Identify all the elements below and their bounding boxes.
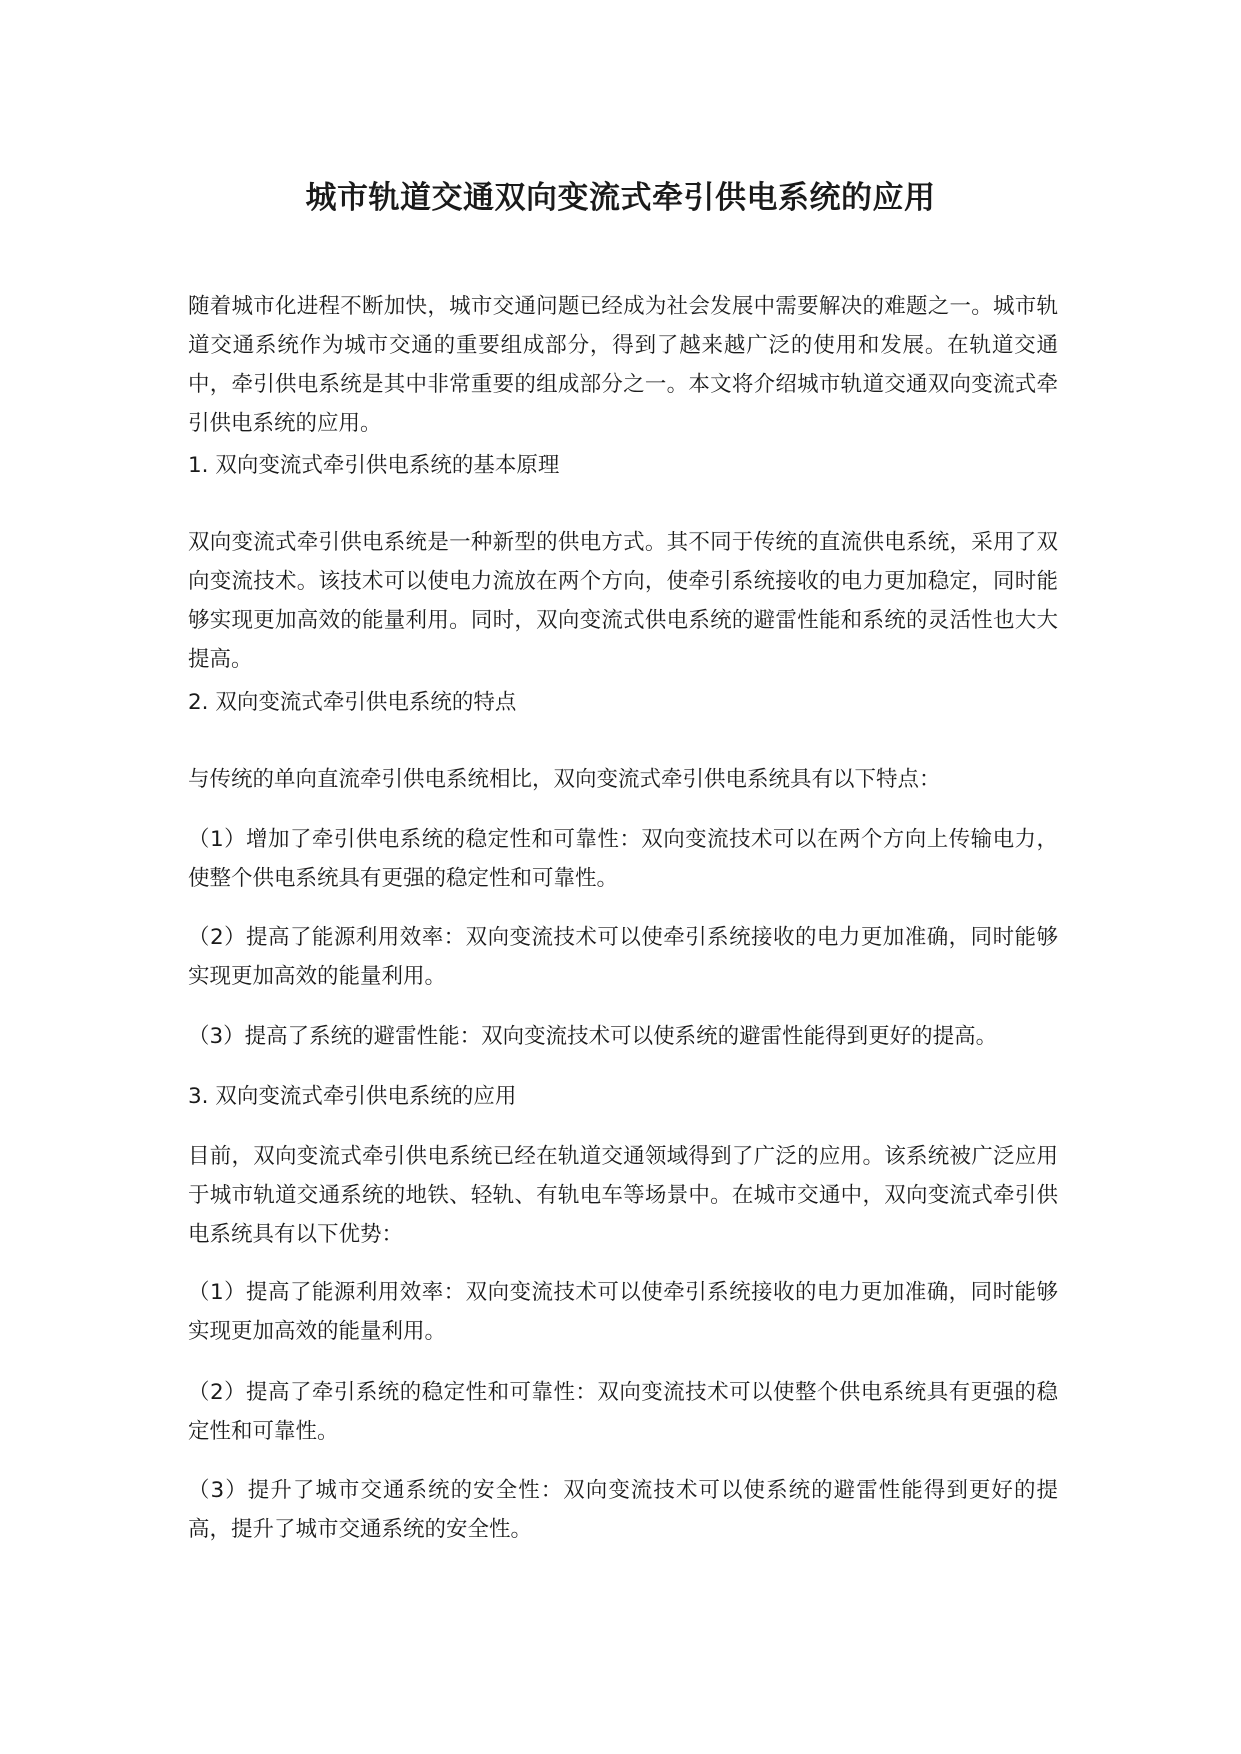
document-title: 城市轨道交通双向变流式牵引供电系统的应用 bbox=[305, 180, 936, 216]
section-heading-2: 2. 双向变流式牵引供电系统的特点 bbox=[188, 690, 517, 715]
section-2-item-3: （3）提高了系统的避雷性能：双向变流技术可以使系统的避雷性能得到更好的提高。 bbox=[188, 1024, 998, 1049]
section-2-item-2: （2）提高了能源利用效率：双向变流技术可以使牵引系统接收的电力更加准确，同时能够实现更加高效的能量利用。 bbox=[188, 925, 1058, 989]
section-2-item-1: （1）增加了牵引供电系统的稳定性和可靠性：双向变流技术可以在两个方向上传输电力，使整个供电系统具有更强的稳定性和可靠性。 bbox=[188, 827, 1058, 891]
section-1-paragraph: 双向变流式牵引供电系统是一种新型的供电方式。其不同于传统的直流供电系统，采用了双向变流技术。该技术可以使电力流放在两个方向，使牵引系统接收的电力更加稳定，同时能够实现更加高效的能量利用。同时，双向变流式供电系统的避雷性能和系统的灵活性也大大提高。 bbox=[188, 530, 1058, 672]
intro-paragraph: 随着城市化进程不断加快，城市交通问题已经成为社会发展中需要解决的难题之一。城市轨道交通系统作为城市交通的重要组成部分，得到了越来越广泛的使用和发展。在轨道交通中，牵引供电系统是其中非常重要的组成部分之一。本文将介绍城市轨道交通双向变流式牵引供电系统的应用。 bbox=[188, 294, 1058, 436]
section-2-intro: 与传统的单向直流牵引供电系统相比，双向变流式牵引供电系统具有以下特点： bbox=[188, 767, 941, 792]
section-3-item-3: （3）提升了城市交通系统的安全性：双向变流技术可以使系统的避雷性能得到更好的提高，提升了城市交通系统的安全性。 bbox=[188, 1478, 1058, 1542]
section-3-paragraph: 目前，双向变流式牵引供电系统已经在轨道交通领域得到了广泛的应用。该系统被广泛应用于城市轨道交通系统的地铁、轻轨、有轨电车等场景中。在城市交通中，双向变流式牵引供电系统具有以下优势： bbox=[188, 1144, 1058, 1247]
section-3-item-1: （1）提高了能源利用效率：双向变流技术可以使牵引系统接收的电力更加准确，同时能够实现更加高效的能量利用。 bbox=[188, 1280, 1058, 1344]
section-heading-1: 1. 双向变流式牵引供电系统的基本原理 bbox=[188, 453, 560, 478]
section-heading-3: 3. 双向变流式牵引供电系统的应用 bbox=[188, 1084, 517, 1109]
section-3-item-2: （2）提高了牵引系统的稳定性和可靠性：双向变流技术可以使整个供电系统具有更强的稳定性和可靠性。 bbox=[188, 1380, 1058, 1444]
